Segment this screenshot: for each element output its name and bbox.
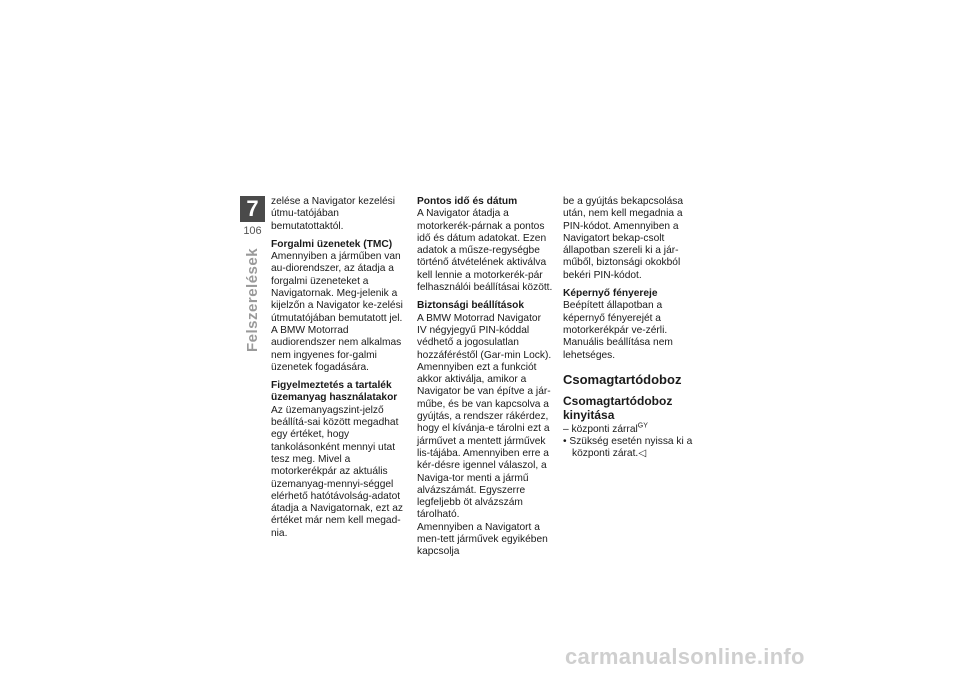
heading-tmc: Forgalmi üzenetek (TMC) [271, 238, 393, 250]
paragraph: A BMW Motorrad Navigator IV négyjegyű PIN-kóddal védhető a jogosulatlan hozzáféréstől (Gar-min Lock). Amennyiben ezt a funkciót akkor aktiválja, amikor a Navigator be van építve a jár-műbe, és be van kapcsolva a gyújtás, a rendszer rákérdez, hogy el kívánja-e tárolni ezt a járművet a mentett járművek lis-tájába. Amennyiben erre a kér-désre igennel válaszol, a Naviga-tor menti a jármű alvázszámát. Egyszerre legfeljebb öt alvázszám tárolható. [417, 312, 552, 521]
text-column-2 [417, 196, 553, 559]
dash-text: – központi zárral [563, 423, 638, 435]
dash-item [563, 424, 699, 436]
heading-luggage-box: Csomagtartódoboz [563, 371, 682, 387]
watermark: carmanualsonline.info [565, 644, 805, 669]
text-column-3 [563, 196, 699, 461]
chapter-number: 7 [240, 196, 265, 222]
paragraph: Az üzemanyagszint-jelző beállítá-sai között megadhat egy értéket, hogy tankolásonként mennyi utat tesz meg. Mivel a motorkerékpár az aktuális üzemanyag-mennyi-séggel elérhető hatótávolság-adatot átadja a Navigatornak, ezt az értéket már nem kell megad-nia. [271, 404, 403, 539]
page-number: 106 [243, 225, 262, 237]
paragraph: A BMW Motorrad audiorendszer nem alkalmas nem ingyenes for-galmi üzenetek fogadására. [271, 324, 402, 373]
paragraph: A Navigator átadja a motorkerék-párnak a pontos idő és dátum adatokat. Ezen adatok a műsze-regységbe történő átvételének aktiválva kell lennie a motorkerék-pár felhasználói beállításai között. [417, 208, 553, 294]
paragraph: Amennyiben a járműben van au-diorendszer, az átadja a forgalmi üzeneteket a Navigatornak. Meg-jelenik a kijelzőn a Navigator ke-zelési útmutatójában bemutatott jel. [271, 251, 403, 324]
paragraph: be a gyújtás bekapcsolása után, nem kell megadnia a PIN-kódot. Amennyiben a Navigatort bekap-csolt állapotban szereli ki a jár-műből, biztonsági okokból bekéri PIN-kódot. [563, 196, 684, 281]
bullet-item: • Szükség esetén nyissa ki a központi zárat.◁ [563, 436, 693, 460]
section-title-vertical: Felszerelések [244, 247, 261, 352]
heading-luggage-open: Csomagtartódoboz kinyitása [563, 393, 673, 422]
option-code: GY [637, 422, 648, 430]
heading-security: Biztonsági beállítások [417, 300, 524, 312]
paragraph: Beépített állapotban a képernyő fényerejét a motorkerékpár ve-zérli. Manuális beállítása nem lehetséges. [563, 300, 673, 361]
paragraph: zelése a Navigator kezelési útmu-tatójában bemutatottaktól. [271, 196, 396, 232]
heading-fuel-warning: Figyelmeztetés a tartalék üzemanyag használatakor [271, 380, 398, 404]
paragraph: Amennyiben a Navigatort a men-tett járművek egyikében kapcsolja [417, 521, 548, 558]
heading-time-date: Pontos idő és dátum [417, 196, 518, 207]
text-column-1 [271, 196, 407, 540]
heading-brightness: Képernyő fényereje [563, 288, 658, 300]
